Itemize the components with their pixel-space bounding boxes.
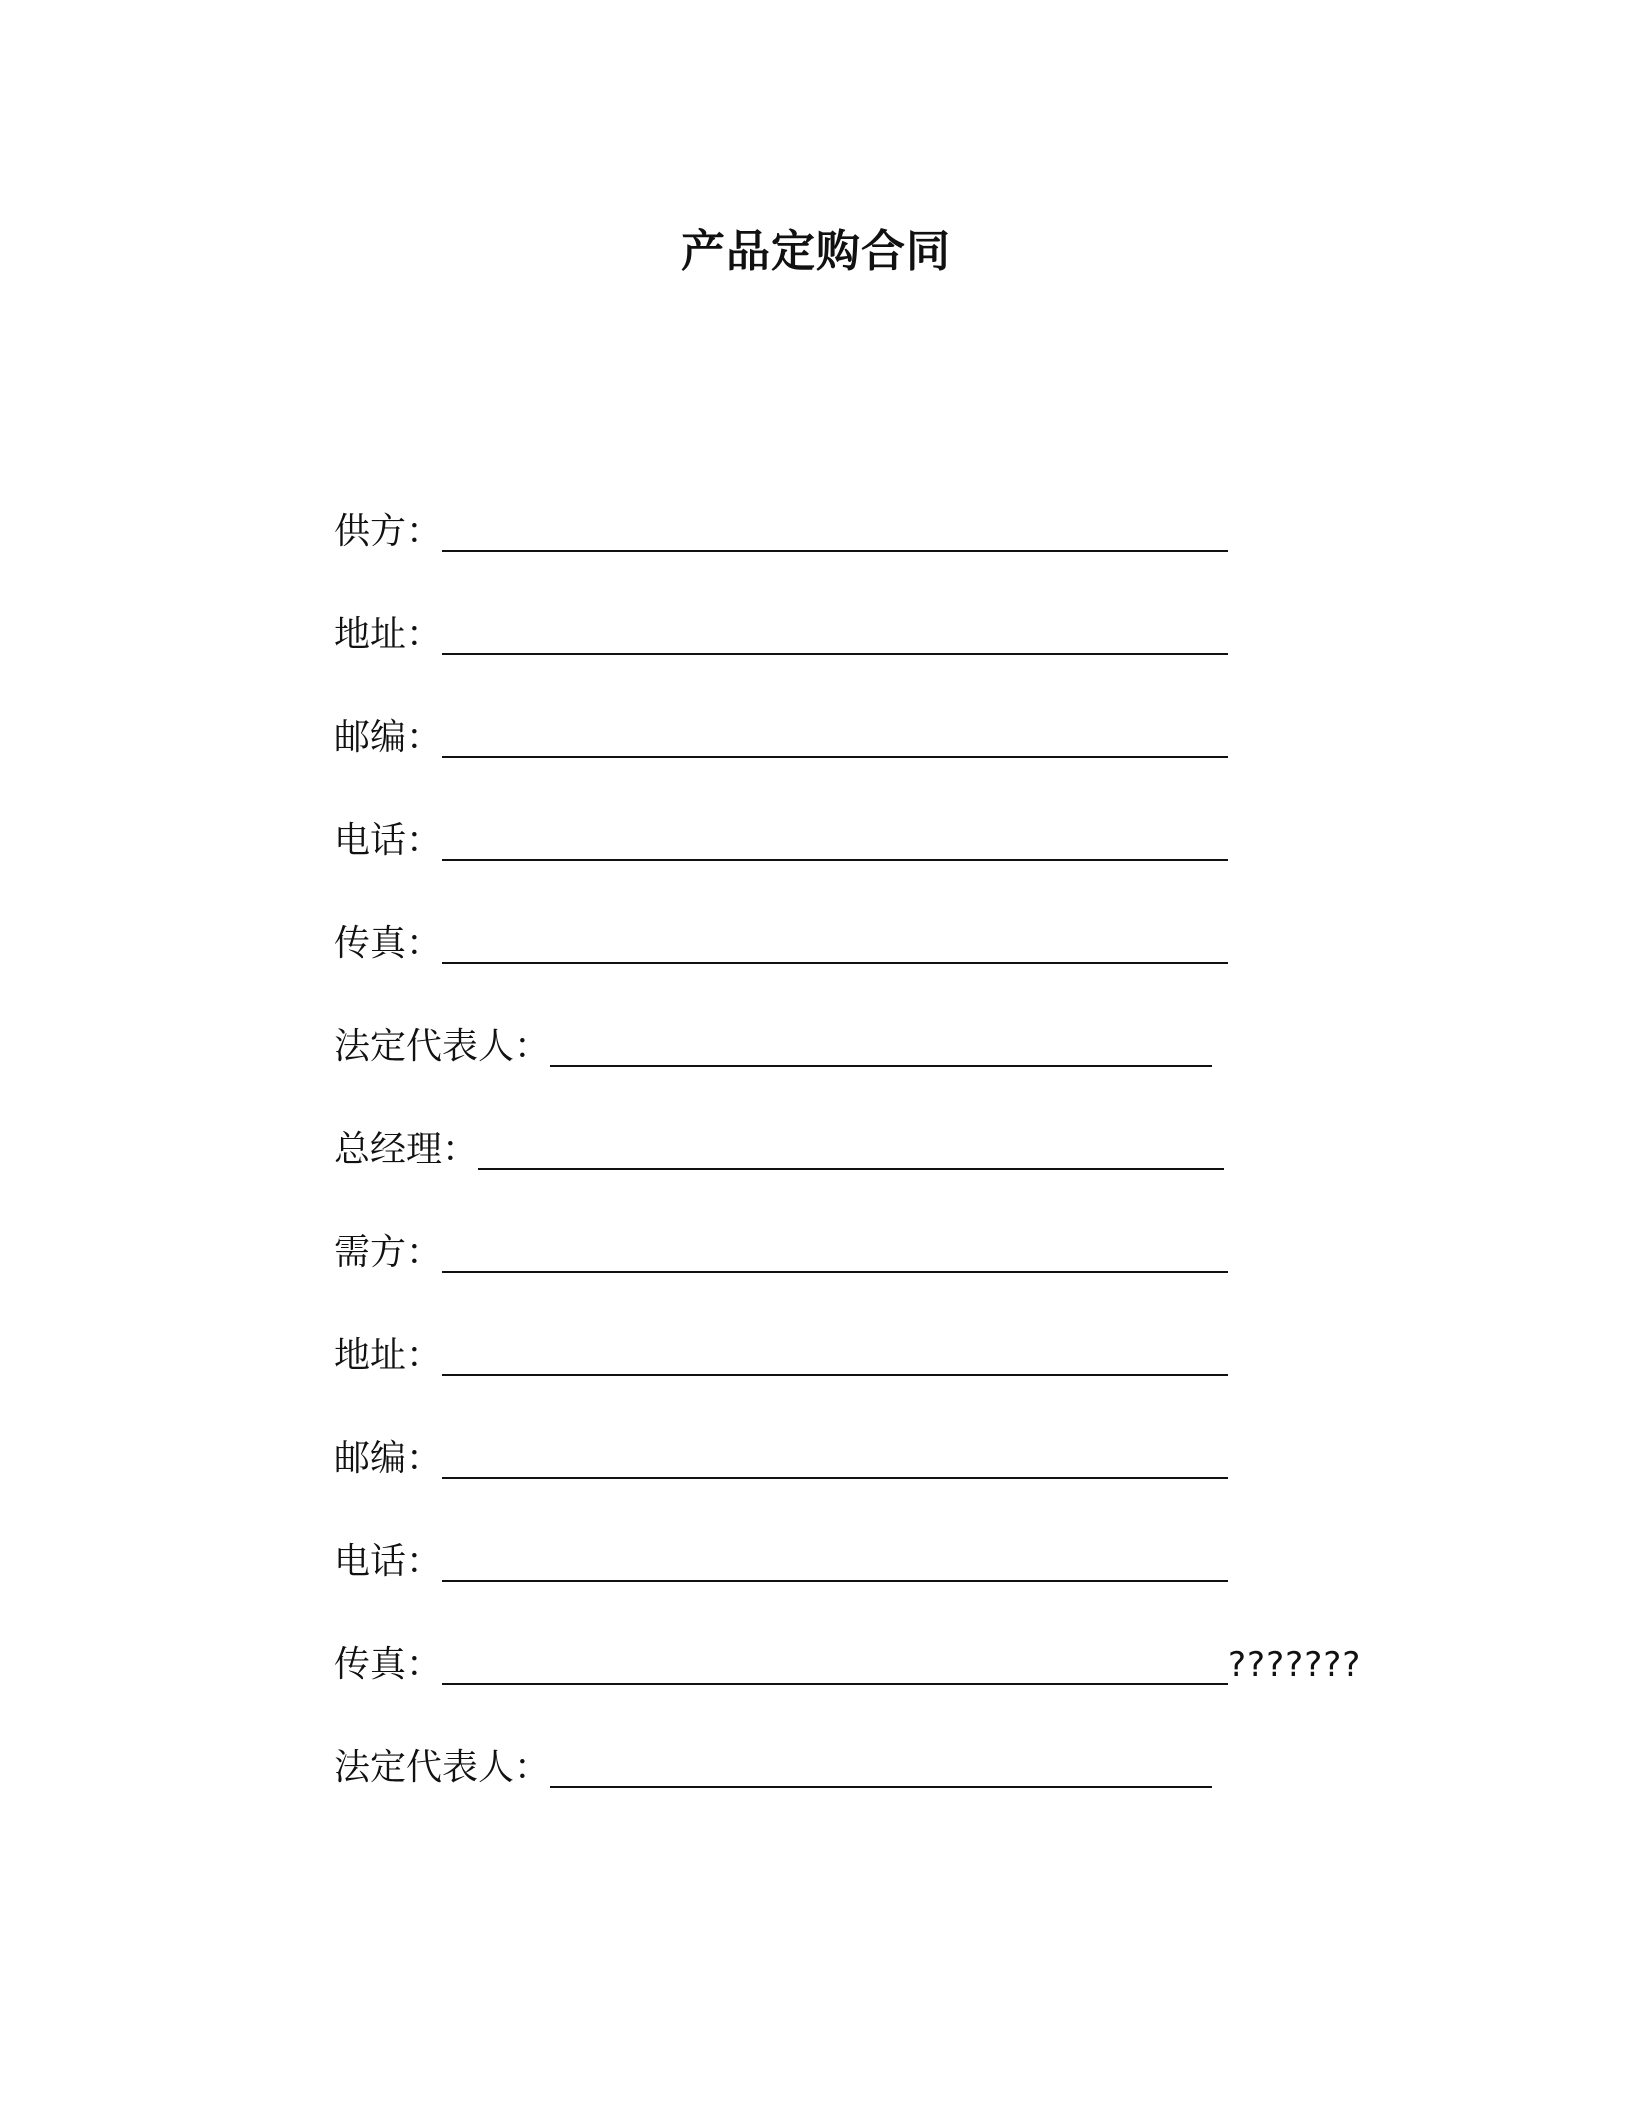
field-supplier-phone [334,809,1228,869]
fill-in-blank[interactable] [550,1786,1212,1788]
fill-in-blank[interactable] [550,1065,1212,1067]
field-label: 传真： [334,923,443,964]
field-label: 法定代表人： [334,1747,551,1788]
field-label: 总经理： [334,1129,479,1170]
field-buyer-phone [334,1530,1228,1590]
fill-in-blank[interactable] [442,550,1228,552]
field-supplier-address [334,603,1228,663]
fill-in-blank[interactable] [442,1683,1228,1685]
field-supplier-legal-rep [334,1015,1212,1075]
field-supplier-fax [334,912,1228,972]
field-label: 地址： [334,1335,443,1376]
document-title: 产品定购合同 [681,226,951,277]
field-buyer-fax [334,1633,1361,1693]
field-supplier [334,500,1228,560]
fill-in-blank[interactable] [442,1477,1228,1479]
fill-in-blank[interactable] [442,1271,1228,1273]
field-label: 供方： [334,511,443,552]
fill-in-blank[interactable] [442,1580,1228,1582]
field-buyer-postcode [334,1427,1228,1487]
field-buyer-address [334,1324,1228,1384]
field-supplier-general-manager [334,1118,1224,1178]
field-buyer-legal-rep [334,1736,1212,1796]
fill-in-blank[interactable] [442,756,1228,758]
field-label: 电话： [334,1541,443,1582]
field-buyer [334,1221,1228,1281]
fill-in-blank[interactable] [442,859,1228,861]
field-label: 需方： [334,1232,443,1273]
fill-in-blank[interactable] [442,653,1228,655]
field-label: 地址： [334,614,443,655]
field-label: 法定代表人： [334,1026,551,1067]
field-supplier-postcode [334,706,1228,766]
field-label: 邮编： [334,717,443,758]
fill-in-blank[interactable] [442,962,1228,964]
fill-in-blank[interactable] [442,1374,1228,1376]
field-label: 传真： [334,1644,443,1685]
trailing-text: ??????? [1228,1645,1362,1685]
field-label: 邮编： [334,1438,443,1479]
fill-in-blank[interactable] [478,1168,1224,1170]
field-label: 电话： [334,820,443,861]
